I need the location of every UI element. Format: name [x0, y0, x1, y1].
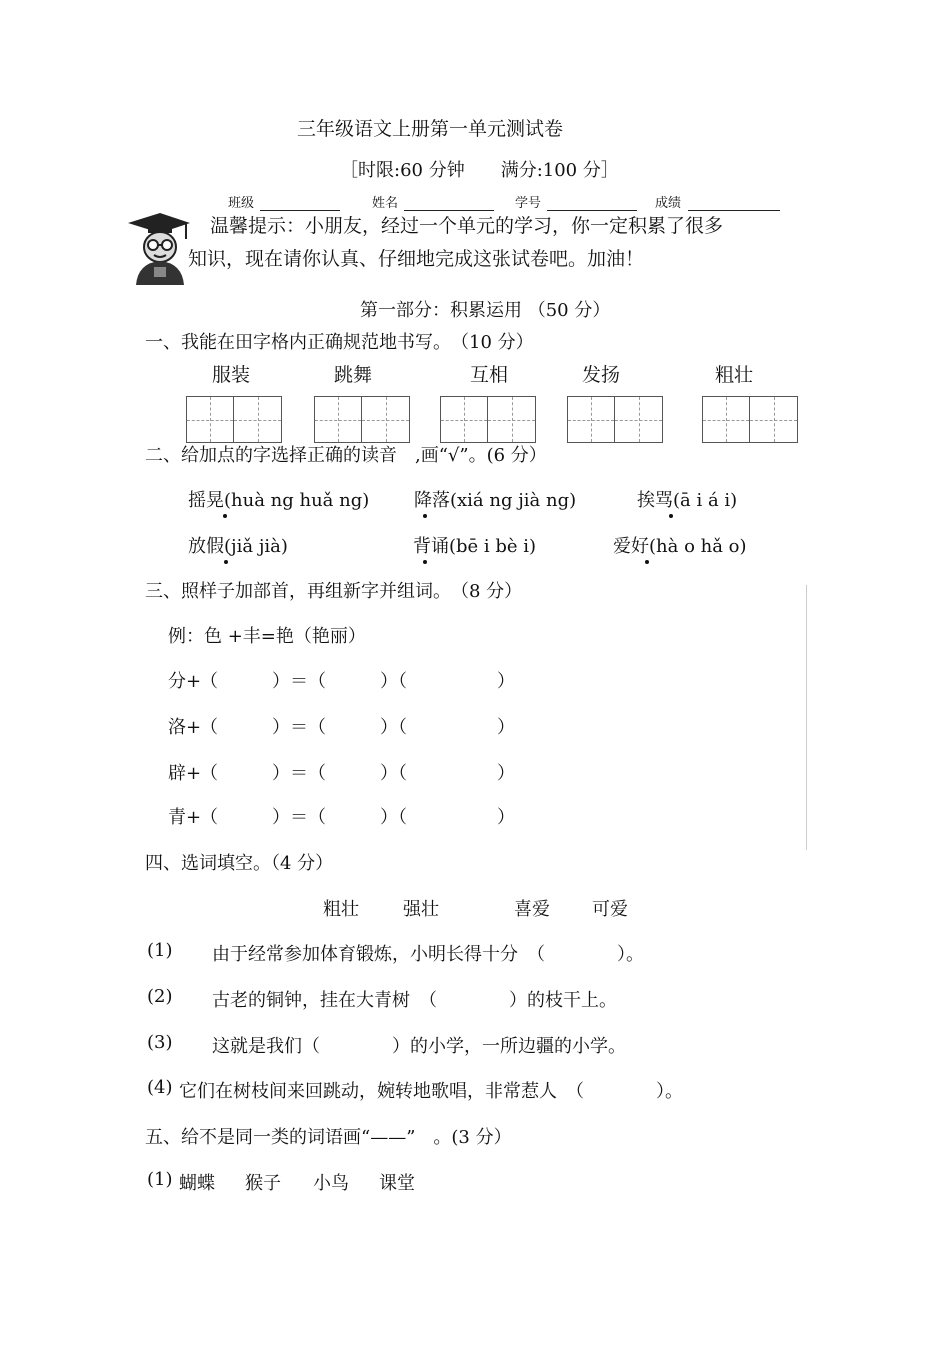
- word-option: 可爱: [592, 899, 628, 920]
- q4-item-text[interactable]: 这就是我们（ ）的小学，一所边疆的小学。: [212, 1036, 626, 1057]
- score-label: 成绩: [655, 196, 682, 211]
- word-option: 喜爱: [514, 899, 550, 920]
- radical-row-char: 分+: [168, 671, 202, 692]
- radical-row-char: 辟+: [168, 763, 202, 784]
- emphasis-dot: [669, 514, 673, 518]
- radical-row-char: 青+: [168, 807, 202, 828]
- q5-word[interactable]: 小鸟: [313, 1173, 349, 1194]
- part1-heading: 第一部分：积累运用 （50 分）: [360, 300, 611, 321]
- q4-item-number: (1): [147, 940, 173, 961]
- emphasis-dot: [224, 560, 228, 564]
- graduate-cartoon-icon: [124, 209, 194, 287]
- writing-grid[interactable]: [702, 396, 798, 443]
- q4-item-text[interactable]: 它们在树枝间来回跳动，婉转地歌唱，非常惹人 （ ）。: [179, 1081, 683, 1102]
- radical-row-blanks[interactable]: （ ）＝（ ）（ ）: [200, 807, 515, 828]
- tip-line-1: 温馨提示：小朋友，经过一个单元的学习，你一定积累了很多: [210, 215, 724, 237]
- word-option: 强壮: [403, 899, 439, 920]
- emphasis-dot: [223, 514, 227, 518]
- writing-grid[interactable]: [186, 396, 282, 443]
- pinyin-choice[interactable]: 放假(jiǎ jià): [188, 536, 288, 557]
- q4-item-number: (3): [147, 1032, 173, 1053]
- q4-item-text[interactable]: 古老的铜钟，挂在大青树 （ ）的枝干上。: [212, 990, 617, 1011]
- pinyin-choice[interactable]: 背诵(bē i bè i): [413, 536, 537, 557]
- name-label: 姓名: [372, 196, 399, 211]
- word-option: 粗壮: [323, 899, 359, 920]
- tip-line-2: 知识，现在请你认真、仔细地完成这张试卷吧。加油！: [188, 248, 645, 270]
- q5-item-number: (1): [147, 1169, 173, 1190]
- q4-item-number: (2): [147, 986, 173, 1007]
- q1-word: 跳舞: [334, 364, 373, 386]
- margin-line: [806, 585, 807, 850]
- q4-heading: 四、选词填空。（4 分）: [145, 853, 334, 874]
- q1-heading: 一、我能在田字格内正确规范地书写。 （10 分）: [145, 332, 534, 353]
- pinyin-choice[interactable]: 摇晃(huà ng huǎ ng): [188, 490, 370, 511]
- q5-word[interactable]: 蝴蝶: [179, 1173, 215, 1194]
- exam-meta: ［时限:60 分钟 满分:100 分］: [340, 160, 619, 181]
- emphasis-dot: [423, 514, 427, 518]
- q3-example: 例：色 +丰=艳（艳丽）: [168, 626, 366, 647]
- emphasis-dot: [645, 560, 649, 564]
- q1-word: 服装: [212, 364, 251, 386]
- q1-word: 发扬: [582, 364, 621, 386]
- radical-row-blanks[interactable]: （ ）＝（ ）（ ）: [200, 717, 515, 738]
- q1-word: 互相: [470, 364, 509, 386]
- radical-row-blanks[interactable]: （ ）＝（ ）（ ）: [200, 671, 515, 692]
- q3-heading: 三、照样子加部首，再组新字并组词。 （8 分）: [145, 581, 523, 602]
- q1-word: 粗壮: [715, 364, 754, 386]
- class-label: 班级: [228, 196, 255, 211]
- q4-item-text[interactable]: 由于经常参加体育锻炼，小明长得十分 （ ）。: [212, 944, 644, 965]
- pinyin-choice[interactable]: 降落(xiá ng jià ng): [414, 490, 577, 511]
- radical-row-blanks[interactable]: （ ）＝（ ）（ ）: [200, 763, 515, 784]
- q2-heading: 二、给加点的字选择正确的读音 ,画“√”。(6 分）: [145, 445, 547, 466]
- student-id-label: 学号: [515, 196, 542, 211]
- pinyin-choice[interactable]: 爱好(hà o hǎ o): [613, 536, 747, 557]
- radical-row-char: 洛+: [168, 717, 202, 738]
- page-title: 三年级语文上册第一单元测试卷: [297, 118, 564, 140]
- writing-grid[interactable]: [314, 396, 410, 443]
- q5-word[interactable]: 课堂: [379, 1173, 415, 1194]
- q5-word[interactable]: 猴子: [245, 1173, 281, 1194]
- q5-heading: 五、给不是同一类的词语画“——” 。(3 分）: [145, 1127, 512, 1148]
- emphasis-dot: [423, 560, 427, 564]
- q4-item-number: (4): [147, 1077, 173, 1098]
- writing-grid[interactable]: [440, 396, 536, 443]
- pinyin-choice[interactable]: 挨骂(ā i á i): [637, 490, 738, 511]
- writing-grid[interactable]: [567, 396, 663, 443]
